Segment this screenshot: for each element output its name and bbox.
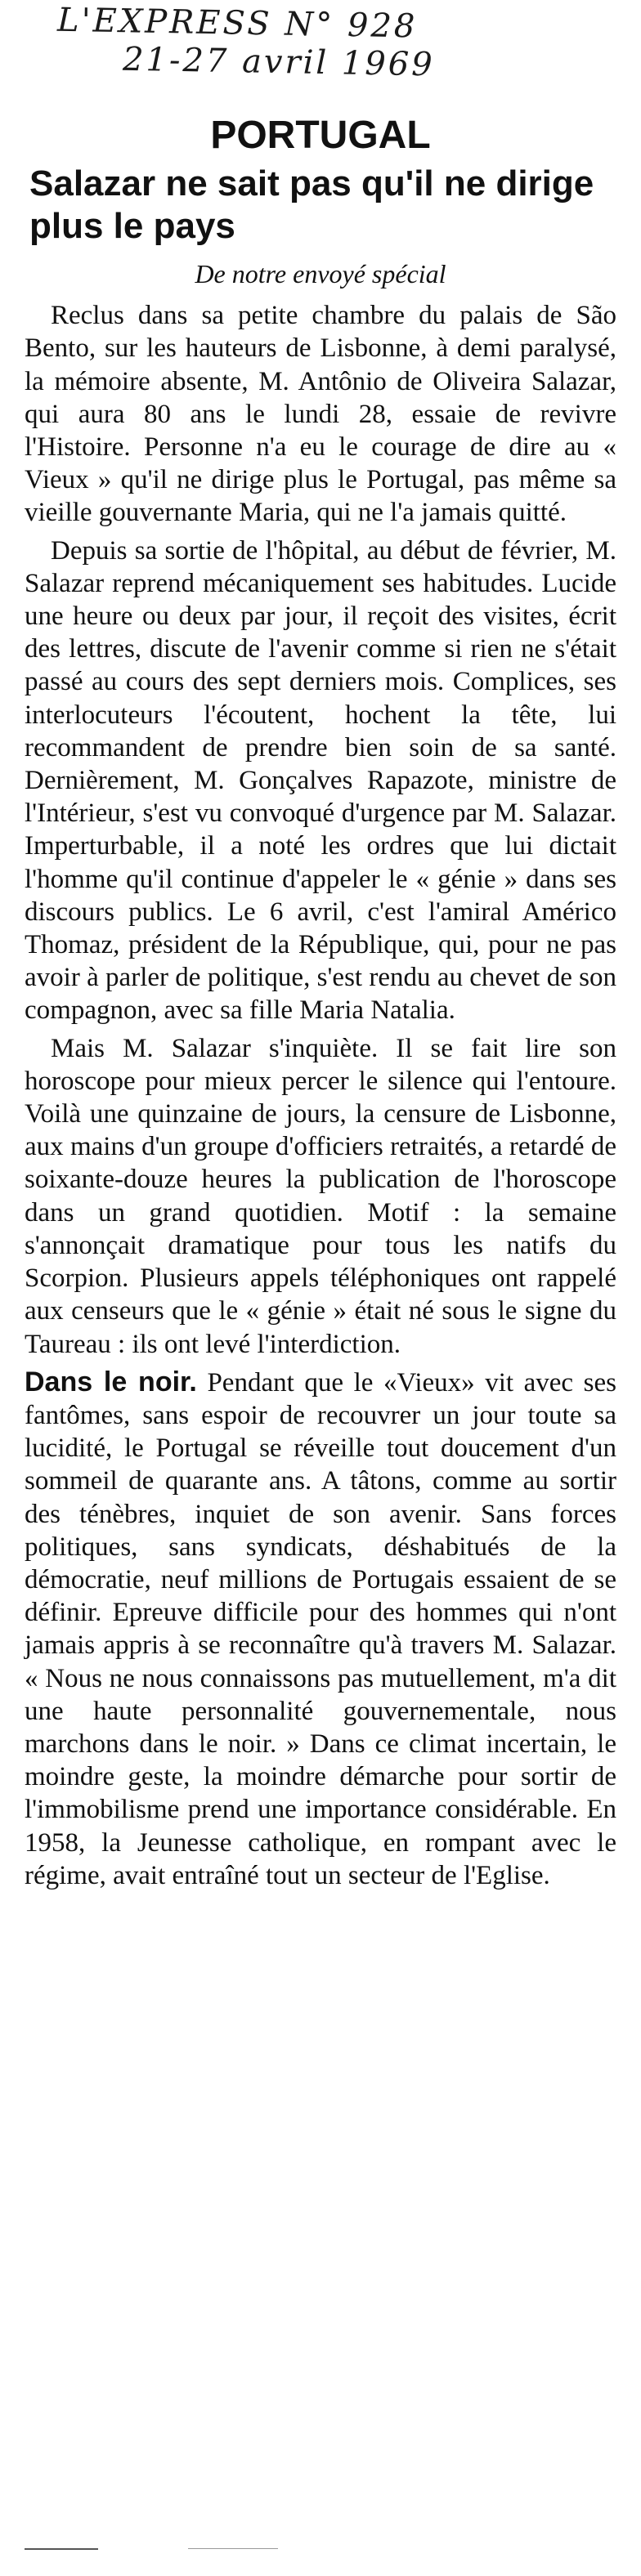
- subhead: Dans le noir.: [25, 1366, 197, 1398]
- article-paragraph: Depuis sa sortie de l'hôpital, au début de février, M. Salazar reprend mécaniquement ses habitudes. Lucide une heure ou deux par jour, il reçoit des visites, écrit des lettres, discute de l'avenir comme si rien ne s'était passé au cours des sept derniers mois. Complices, ses interlocuteurs l'écoutent, hochent la tête, lui recommandent de prendre bien soin de sa santé. Dernièrement, M. Gonçalves Rapazote, ministre de l'Intérieur, s'est vu convoqué d'urgence par M. Salazar. Imperturbable, il a noté les ordres que lui dictait l'homme qu'il continue d'appeler le « génie » dans ses discours publics. Le 6 avril, c'est l'amiral Américo Thomaz, président de la République, qui, pour ne pas avoir à parler de politique, s'est rendu au chevet de son compagnon, avec sa fille Maria Natalia.: [25, 535, 616, 1026]
- article-paragraph: Mais M. Salazar s'inquiète. Il se fait lire son horoscope pour mieux percer le silence qui l'entoure. Voilà une quinzaine de jours, la censure de Lisbonne, aux mains d'un groupe d'officiers retraités, a retardé de soixante-douze heures la publication de l'horoscope dans un grand quotidien. Motif : la semaine s'annonçait dramatique pour tous les natifs du Scorpion. Plusieurs appels téléphoniques ont rappelé aux censeurs que le « génie » était né sous le signe du Taureau : ils ont levé l'interdiction.: [25, 1033, 616, 1359]
- handwritten-date-note: 21-27 avril 1969: [122, 40, 436, 84]
- bottom-rule: [25, 2548, 98, 2550]
- article: [25, 114, 616, 1897]
- byline: De notre envoyé spécial: [195, 258, 446, 288]
- article-headline: Salazar ne sait pas qu'il ne dirige plus le pays: [29, 163, 594, 246]
- bottom-rule-faint: [188, 2548, 278, 2549]
- article-paragraph: Reclus dans sa petite chambre du palais de São Bento, sur les hauteurs de Lisbonne, à demi paralysé, la mémoire absente, M. Antônio de Oliveira Salazar, qui aura 80 ans le lundi 28, essaie de revivre l'Histoire. Personne n'a eu le courage de dire au « Vieux » qu'il ne dirige plus le Portugal, pas même sa vieille gouvernante Maria, qui ne l'a jamais quitté.: [25, 301, 616, 528]
- article-paragraph-final: [25, 1366, 616, 1892]
- section-label: PORTUGAL: [210, 114, 431, 157]
- handwritten-source-note: L'EXPRESS N° 928: [56, 1, 418, 46]
- final-paragraph-text: Pendant que le «Vieux» vit avec ses fantômes, sans espoir de recouvrer un jour toute sa lucidité, le Portugal se réveille tout doucement d'un sommeil de quarante ans. A tâtons, comme au sortir des ténèbres, inquiet de son avenir. Sans forces politiques, sans syndicats, déshabitués de la démocratie, neuf millions de Portugais essaient de se définir. Epreuve difficile pour des hommes qui n'ont jamais appris à se reconnaître qu'à travers M. Salazar. « Nous ne nous connaissons pas mutuellement, m'a dit une haute personnalité gouvernementale, nous marchons dans le noir. » Dans ce climat incertain, le moindre geste, la moindre démarche pour sortir de l'immobilisme prend une importance considérable. En 1958, la Jeunesse catholique, en rompant avec le régime, avait entraîné tout un secteur de l'Eglise.: [25, 1367, 616, 1890]
